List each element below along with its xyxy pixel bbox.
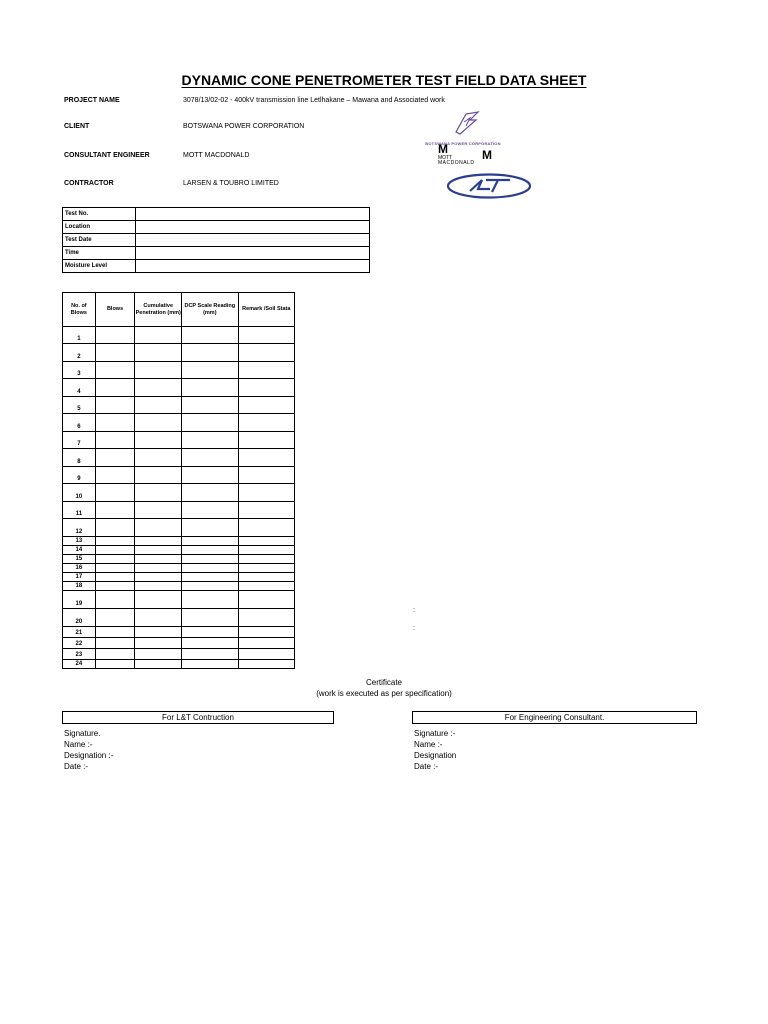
data-cell: [135, 546, 182, 555]
row-number: 2: [63, 344, 96, 362]
row-number: 13: [63, 537, 96, 546]
table-row: [63, 649, 295, 660]
table-row: [63, 414, 295, 432]
data-cell: [182, 546, 238, 555]
col-header-cumulative-penetration: Cumulative Penetration (mm): [135, 293, 182, 327]
table-row: [63, 344, 295, 362]
data-cell: [182, 379, 238, 397]
data-cell: [182, 649, 238, 660]
client-value: BOTSWANA POWER CORPORATION: [183, 123, 305, 130]
mott-line1: MOTT: [438, 155, 453, 161]
table-row: [63, 502, 295, 519]
table-row: [63, 467, 295, 484]
data-cell: [238, 484, 294, 502]
table-row: [63, 627, 295, 638]
data-cell: [135, 573, 182, 582]
test-info-table: [62, 207, 370, 273]
contractor-label: CONTRACTOR: [64, 180, 114, 187]
data-cell: [238, 467, 294, 484]
table-row: [63, 537, 295, 546]
dcp-data-table: [62, 292, 295, 669]
stray-colon-2: :: [413, 625, 415, 632]
consultant-date-line: Date :-: [414, 762, 439, 771]
table-row: [63, 591, 295, 609]
data-cell: [135, 327, 182, 344]
data-cell: [182, 397, 238, 414]
info-value-cell: [136, 221, 370, 234]
row-number: 14: [63, 546, 96, 555]
data-cell: [238, 379, 294, 397]
lt-date-line: Date :-: [64, 762, 89, 771]
data-cell: [135, 555, 182, 564]
row-number: 20: [63, 609, 96, 627]
data-cell: [95, 546, 135, 555]
data-cell: [238, 449, 294, 467]
data-cell: [135, 564, 182, 573]
data-cell: [182, 344, 238, 362]
data-cell: [95, 582, 135, 591]
info-label: Time: [63, 247, 136, 260]
row-number: 18: [63, 582, 96, 591]
lt-signature-lines: [64, 728, 113, 772]
data-cell: [135, 627, 182, 638]
data-cell: [182, 573, 238, 582]
row-number: 24: [63, 660, 96, 669]
consultant-name-line: Name :-: [414, 740, 443, 749]
bpc-logo-text: BOTSWANA POWER CORPORATION: [425, 141, 501, 146]
info-row: [63, 208, 370, 221]
data-cell: [238, 414, 294, 432]
data-cell: [182, 484, 238, 502]
mott-m-right: M: [482, 148, 492, 162]
table-row: [63, 327, 295, 344]
data-cell: [182, 582, 238, 591]
table-row: [63, 432, 295, 449]
row-number: 22: [63, 638, 96, 649]
info-row: [63, 221, 370, 234]
mott-m-left: M: [438, 142, 448, 156]
row-number: 17: [63, 573, 96, 582]
data-cell: [238, 344, 294, 362]
row-number: 6: [63, 414, 96, 432]
data-cell: [95, 502, 135, 519]
row-number: 21: [63, 627, 96, 638]
contractor-value: LARSEN & TOUBRO LIMITED: [183, 180, 279, 187]
table-row: [63, 379, 295, 397]
data-cell: [182, 432, 238, 449]
lt-logo: [446, 173, 532, 199]
data-cell: [238, 591, 294, 609]
consultant-label: CONSULTANT ENGINEER: [64, 152, 150, 159]
row-number: 1: [63, 327, 96, 344]
data-cell: [182, 467, 238, 484]
data-cell: [182, 627, 238, 638]
bpc-logo-icon: [404, 110, 522, 136]
data-cell: [182, 638, 238, 649]
data-cell: [135, 638, 182, 649]
data-cell: [238, 519, 294, 537]
data-cell: [238, 537, 294, 546]
row-number: 9: [63, 467, 96, 484]
data-cell: [182, 414, 238, 432]
table-row: [63, 638, 295, 649]
data-cell: [182, 591, 238, 609]
data-cell: [135, 484, 182, 502]
data-cell: [135, 519, 182, 537]
row-number: 7: [63, 432, 96, 449]
table-row: [63, 484, 295, 502]
data-cell: [95, 432, 135, 449]
data-cell: [182, 564, 238, 573]
data-cell: [238, 555, 294, 564]
data-cell: [135, 660, 182, 669]
data-cell: [95, 649, 135, 660]
data-cell: [182, 609, 238, 627]
col-header-blows: Blows: [95, 293, 135, 327]
table-row: [63, 362, 295, 379]
data-cell: [238, 573, 294, 582]
data-cell: [182, 449, 238, 467]
data-cell: [135, 502, 182, 519]
data-cell: [238, 609, 294, 627]
data-cell: [135, 362, 182, 379]
data-cell: [95, 573, 135, 582]
mott-line2: MACDONALD: [438, 160, 475, 166]
row-number: 5: [63, 397, 96, 414]
table-row: [63, 564, 295, 573]
data-cell: [238, 564, 294, 573]
data-cell: [135, 649, 182, 660]
table-row: [63, 582, 295, 591]
data-cell: [95, 660, 135, 669]
data-cell: [238, 649, 294, 660]
info-value-cell: [136, 247, 370, 260]
client-label: CLIENT: [64, 123, 90, 130]
lt-signature-line: Signature.: [64, 729, 101, 738]
data-cell: [95, 467, 135, 484]
info-label: Test No.: [63, 208, 136, 221]
data-cell: [95, 344, 135, 362]
data-cell: [135, 609, 182, 627]
consultant-signature-lines: [414, 728, 456, 772]
table-row: [63, 609, 295, 627]
row-number: 23: [63, 649, 96, 660]
table-row: [63, 660, 295, 669]
data-cell: [95, 414, 135, 432]
table-row: [63, 397, 295, 414]
data-cell: [95, 555, 135, 564]
data-cell: [135, 537, 182, 546]
bpc-logo: [404, 110, 522, 146]
info-value-cell: [136, 234, 370, 247]
lt-logo-icon: [446, 173, 532, 199]
consultant-value: MOTT MACDONALD: [183, 152, 250, 159]
data-cell: [238, 627, 294, 638]
table-row: [63, 546, 295, 555]
data-cell: [135, 397, 182, 414]
table-row: [63, 555, 295, 564]
certificate-title: Certificate: [365, 678, 402, 687]
data-cell: [238, 660, 294, 669]
data-cell: [95, 591, 135, 609]
data-cell: [95, 638, 135, 649]
data-cell: [95, 362, 135, 379]
data-cell: [95, 327, 135, 344]
data-cell: [238, 502, 294, 519]
stray-colon-1: :: [413, 607, 415, 614]
data-cell: [182, 519, 238, 537]
row-number: 19: [63, 591, 96, 609]
data-cell: [182, 537, 238, 546]
data-cell: [95, 564, 135, 573]
consultant-signature-box: For Engineering Consultant.: [412, 711, 697, 724]
certificate-subtitle: (work is executed as per specification): [316, 689, 452, 698]
data-cell: [95, 397, 135, 414]
data-cell: [182, 555, 238, 564]
table-row: [63, 573, 295, 582]
row-number: 12: [63, 519, 96, 537]
table-row: [63, 449, 295, 467]
data-cell: [182, 502, 238, 519]
row-number: 11: [63, 502, 96, 519]
data-cell: [135, 432, 182, 449]
info-label: Test Date: [63, 234, 136, 247]
row-number: 10: [63, 484, 96, 502]
data-cell: [95, 449, 135, 467]
info-label: Location: [63, 221, 136, 234]
data-cell: [135, 344, 182, 362]
info-row: [63, 247, 370, 260]
data-cell: [135, 467, 182, 484]
project-name-label: PROJECT NAME: [64, 97, 120, 104]
data-cell: [238, 362, 294, 379]
project-name-value: 3078/13/02-02 - 400kV transmission line Letlhakane – Mawana and Associated work: [183, 97, 445, 104]
row-number: 15: [63, 555, 96, 564]
info-row: [63, 260, 370, 273]
consultant-signature-line: Signature :-: [414, 729, 456, 738]
row-number: 4: [63, 379, 96, 397]
row-number: 3: [63, 362, 96, 379]
row-number: 8: [63, 449, 96, 467]
data-cell: [182, 660, 238, 669]
data-cell: [238, 432, 294, 449]
data-cell: [135, 582, 182, 591]
info-value-cell: [136, 260, 370, 273]
col-header-no-of-blows: No. of Blows: [63, 293, 96, 327]
data-cell: [95, 379, 135, 397]
data-cell: [95, 519, 135, 537]
lt-designation-line: Designation :-: [64, 751, 114, 760]
data-cell: [135, 379, 182, 397]
lt-name-line: Name :-: [64, 740, 93, 749]
table-row: [63, 519, 295, 537]
data-cell: [238, 582, 294, 591]
data-cell: [238, 546, 294, 555]
lt-signature-box: For L&T Contruction: [62, 711, 334, 724]
data-cell: [95, 609, 135, 627]
col-header-dcp-scale-reading: DCP Scale Reading (mm): [182, 293, 238, 327]
data-cell: [135, 414, 182, 432]
data-cell: [238, 638, 294, 649]
row-number: 16: [63, 564, 96, 573]
info-row: [63, 234, 370, 247]
data-cell: [95, 484, 135, 502]
data-cell: [135, 449, 182, 467]
info-label: Moisture Level: [63, 260, 136, 273]
data-cell: [182, 362, 238, 379]
data-cell: [238, 327, 294, 344]
page-title: DYNAMIC CONE PENETROMETER TEST FIELD DATA SHEET: [181, 72, 587, 88]
data-cell: [182, 327, 238, 344]
col-header-remark: Remark /Soil Stata: [238, 293, 294, 327]
consultant-designation-line: Designation: [414, 751, 457, 760]
mott-macdonald-logo: [438, 142, 502, 170]
data-cell: [95, 537, 135, 546]
data-cell: [95, 627, 135, 638]
data-cell: [135, 591, 182, 609]
info-value-cell: [136, 208, 370, 221]
data-cell: [238, 397, 294, 414]
